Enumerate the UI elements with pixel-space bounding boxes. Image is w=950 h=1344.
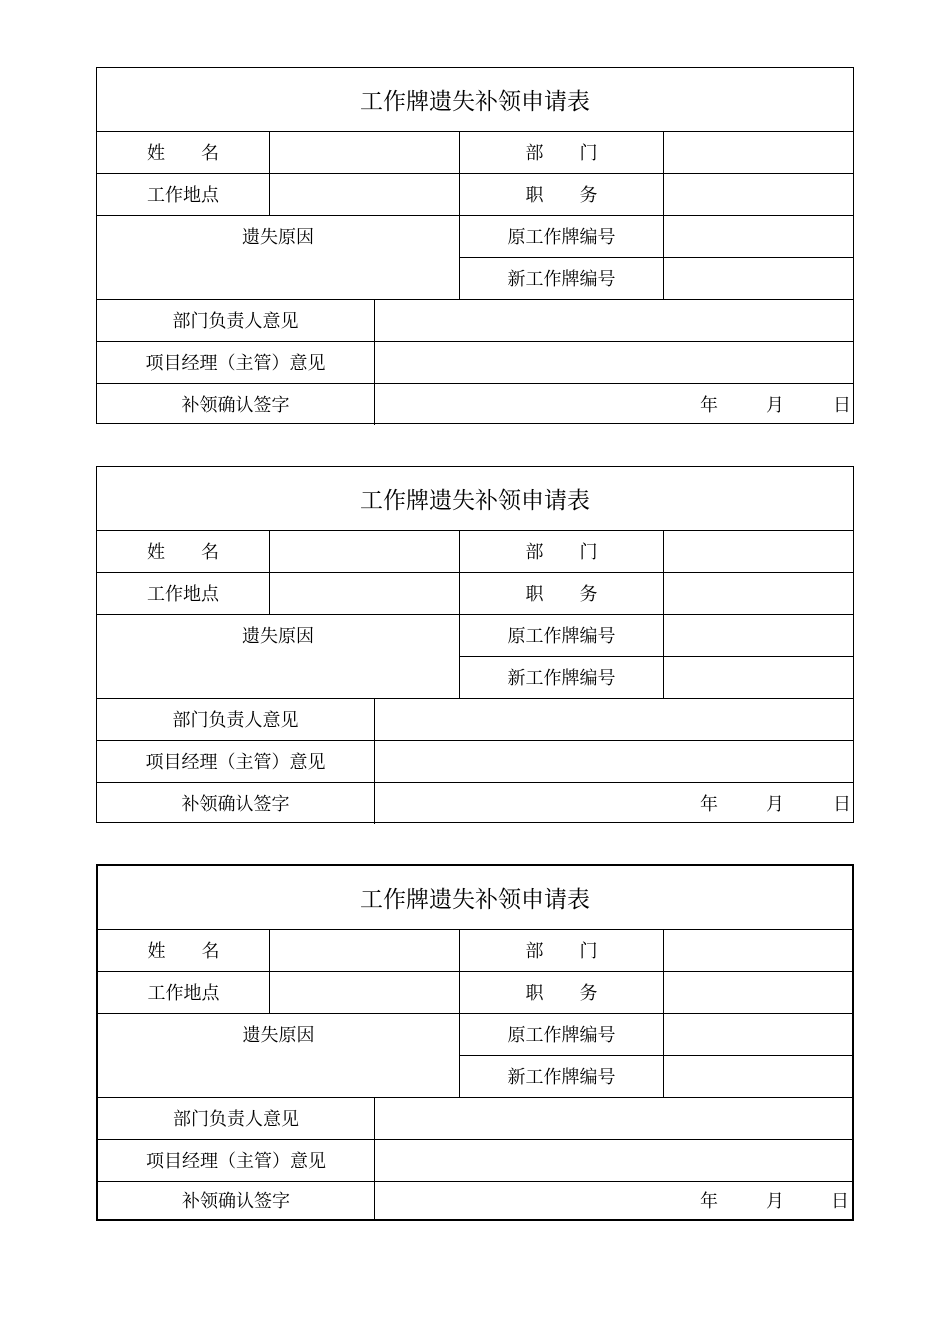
position-field[interactable] bbox=[664, 173, 853, 215]
department-label: 部 门 bbox=[525, 542, 598, 563]
loss-reason-label: 遗失原因 bbox=[242, 626, 314, 647]
dept-head-opinion-label: 部门负责人意见 bbox=[172, 311, 299, 332]
dept-head-opinion-label: 部门负责人意见 bbox=[173, 1109, 299, 1130]
year-label: 年 bbox=[700, 793, 718, 815]
manager-opinion-field[interactable] bbox=[375, 740, 853, 782]
year-label: 年 bbox=[700, 394, 718, 416]
month-label: 月 bbox=[766, 394, 784, 416]
old-badge-number-field[interactable] bbox=[664, 614, 853, 656]
name-label: 姓 名 bbox=[147, 542, 219, 563]
form-title: 工作牌遗失补领申请表 bbox=[360, 488, 590, 514]
dept-head-opinion-field[interactable] bbox=[375, 698, 853, 740]
year-label: 年 bbox=[700, 1191, 718, 1212]
name-field[interactable] bbox=[270, 530, 459, 572]
position-label: 职 务 bbox=[525, 584, 598, 605]
name-label: 姓 名 bbox=[147, 941, 220, 962]
position-label: 职 务 bbox=[525, 983, 598, 1004]
confirm-signature-field[interactable] bbox=[375, 1181, 852, 1219]
old-badge-number-label: 原工作牌编号 bbox=[507, 1025, 616, 1046]
dept-head-opinion-label: 部门负责人意见 bbox=[172, 710, 299, 731]
old-badge-number-label: 原工作牌编号 bbox=[507, 626, 616, 647]
work-location-field[interactable] bbox=[270, 971, 459, 1013]
confirm-signature-label: 补领确认签字 bbox=[181, 394, 290, 416]
loss-reason-field[interactable] bbox=[97, 257, 459, 299]
position-field[interactable] bbox=[664, 572, 853, 614]
old-badge-number-label: 原工作牌编号 bbox=[507, 227, 616, 248]
work-location-label: 工作地点 bbox=[147, 584, 219, 605]
day-label: 日 bbox=[833, 394, 851, 416]
position-field[interactable] bbox=[664, 971, 852, 1013]
dept-head-opinion-field[interactable] bbox=[375, 1097, 852, 1139]
new-badge-number-label: 新工作牌编号 bbox=[507, 668, 616, 689]
confirm-signature-label: 补领确认签字 bbox=[182, 1191, 290, 1212]
manager-opinion-label: 项目经理（主管）意见 bbox=[145, 353, 326, 374]
work-location-field[interactable] bbox=[270, 173, 459, 215]
day-label: 日 bbox=[831, 1191, 849, 1212]
confirm-signature-label: 补领确认签字 bbox=[181, 793, 290, 815]
name-field[interactable] bbox=[270, 929, 459, 971]
new-badge-number-label: 新工作牌编号 bbox=[507, 269, 616, 290]
position-label: 职 务 bbox=[525, 185, 598, 206]
department-label: 部 门 bbox=[525, 941, 598, 962]
dept-head-opinion-field[interactable] bbox=[375, 299, 853, 341]
work-location-label: 工作地点 bbox=[147, 185, 219, 206]
badge-replacement-form-1 bbox=[96, 67, 854, 424]
name-label: 姓 名 bbox=[147, 143, 219, 164]
day-label: 日 bbox=[833, 793, 851, 815]
month-label: 月 bbox=[766, 793, 784, 815]
new-badge-number-label: 新工作牌编号 bbox=[507, 1067, 616, 1088]
loss-reason-field[interactable] bbox=[97, 656, 459, 698]
new-badge-number-field[interactable] bbox=[664, 1055, 852, 1097]
form-title: 工作牌遗失补领申请表 bbox=[360, 89, 590, 115]
new-badge-number-field[interactable] bbox=[664, 257, 853, 299]
old-badge-number-field[interactable] bbox=[664, 1013, 852, 1055]
department-field[interactable] bbox=[664, 530, 853, 572]
work-location-label: 工作地点 bbox=[147, 983, 220, 1004]
work-location-field[interactable] bbox=[270, 572, 459, 614]
manager-opinion-label: 项目经理（主管）意见 bbox=[146, 1151, 326, 1172]
old-badge-number-field[interactable] bbox=[664, 215, 853, 257]
badge-replacement-form-3 bbox=[96, 864, 854, 1221]
manager-opinion-label: 项目经理（主管）意见 bbox=[145, 752, 326, 773]
manager-opinion-field[interactable] bbox=[375, 1139, 852, 1181]
department-label: 部 门 bbox=[525, 143, 598, 164]
department-field[interactable] bbox=[664, 929, 852, 971]
month-label: 月 bbox=[766, 1191, 784, 1212]
badge-replacement-form-2 bbox=[96, 466, 854, 823]
form-title: 工作牌遗失补领申请表 bbox=[360, 887, 590, 913]
new-badge-number-field[interactable] bbox=[664, 656, 853, 698]
manager-opinion-field[interactable] bbox=[375, 341, 853, 383]
loss-reason-field[interactable] bbox=[98, 1055, 459, 1097]
department-field[interactable] bbox=[664, 131, 853, 173]
confirm-signature-field[interactable] bbox=[375, 383, 853, 424]
loss-reason-label: 遗失原因 bbox=[242, 227, 314, 248]
name-field[interactable] bbox=[270, 131, 459, 173]
confirm-signature-field[interactable] bbox=[375, 782, 853, 823]
loss-reason-label: 遗失原因 bbox=[242, 1025, 315, 1046]
